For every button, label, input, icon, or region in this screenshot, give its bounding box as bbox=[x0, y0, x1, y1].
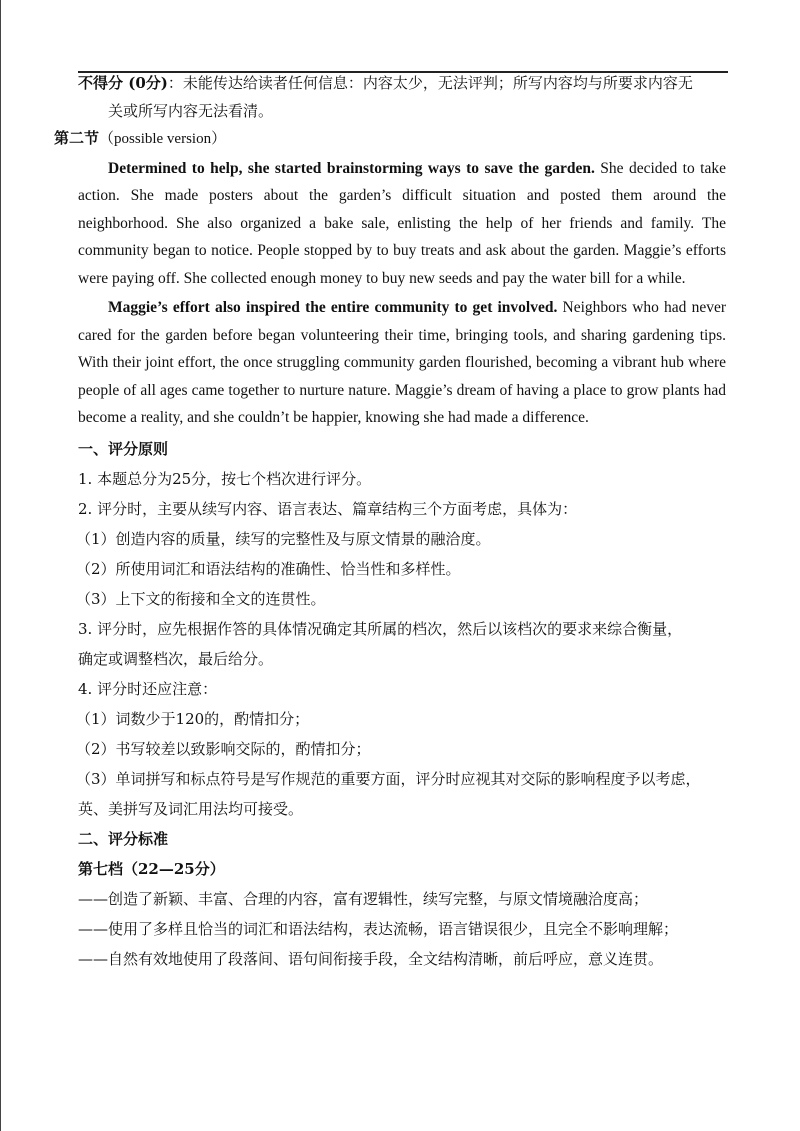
principle-2-sub-2: （2）所使用词汇和语法结构的准确性、恰当性和多样性。 bbox=[76, 559, 461, 578]
essay-paragraph-1 bbox=[78, 155, 726, 293]
nil-score-text: ：未能传达给读者任何信息：内容太少，无法评判；所写内容均与所要求内容无 bbox=[167, 74, 693, 92]
section-label: 第二节 bbox=[54, 129, 100, 147]
nil-score-continuation: 关或所写内容无法看清。 bbox=[108, 101, 274, 120]
grade-7-label: 第七档（22—25分） bbox=[78, 859, 225, 878]
principle-4-sub-3: （3）单词拼写和标点符号是写作规范的重要方面，评分时应视其对交际的影响程度予以考虑， bbox=[76, 769, 701, 788]
paragraph-2-body: Neighbors who had never cared for the garden before began volunteering their time, bringing tools, and sharing gardening tips. With their joint effort, the once struggling community garden flourished, becoming a vibrant hub where people of all ages came together to nurture nature. Maggie’s dream of having a place to grow plants had become a reality, and she couldn’t be happier, knowing she had made a difference. bbox=[78, 299, 726, 426]
principle-item-3-continuation: 确定或调整档次，最后给分。 bbox=[78, 649, 274, 668]
principle-4-sub-1: （1）词数少于120的，酌情扣分； bbox=[76, 709, 310, 728]
principle-2-sub-3: （3）上下文的衔接和全文的连贯性。 bbox=[76, 589, 326, 608]
nil-score-line bbox=[78, 70, 726, 98]
principle-4-sub-2: （2）书写较差以致影响交际的，酌情扣分； bbox=[76, 739, 371, 758]
principle-2-sub-1: （1）创造内容的质量，续写的完整性及与原文情景的融洽度。 bbox=[76, 529, 491, 548]
paragraph-2-lead: Maggie’s effort also inspired the entire community to get involved. bbox=[108, 299, 558, 316]
principle-item-4-continuation: 英、美拼写及词汇用法均可接受。 bbox=[78, 799, 304, 818]
paragraph-1-lead: Determined to help, she started brainstorming ways to save the garden. bbox=[108, 159, 595, 177]
principle-item-2: 2. 评分时，主要从续写内容、语言表达、篇章结构三个方面考虑，具体为： bbox=[78, 499, 578, 518]
principle-item-1: 1. 本题总分为25分，按七个档次进行评分。 bbox=[78, 469, 372, 488]
standards-heading: 二、评分标准 bbox=[78, 829, 169, 848]
nil-score-label: 不得分 (0分) bbox=[78, 74, 168, 92]
grade-7-point-3: ——自然有效地使用了段落间、语句间衔接手段，全文结构清晰，前后呼应，意义连贯。 bbox=[78, 949, 664, 968]
essay-paragraph-2 bbox=[78, 294, 726, 432]
paragraph-1-body: She decided to take action. She made posters about the garden’s difficult situation and posted them around the neighborhood. She also organized a bake sale, enlisting the help of her friends and family. The community began to notice. People stopped by to buy treats and ask about the garden. Maggie’s efforts were paying off. She collected enough money to buy new seeds and pay the water bill for a while. bbox=[78, 159, 726, 287]
principles-heading: 一、评分原则 bbox=[78, 439, 169, 458]
principle-item-4: 4. 评分时还应注意： bbox=[78, 679, 218, 698]
principle-item-3: 3. 评分时，应先根据作答的具体情况确定其所属的档次，然后以该档次的要求来综合衡量， bbox=[78, 619, 683, 638]
document-body bbox=[54, 70, 726, 974]
grade-7-point-2: ——使用了多样且恰当的词汇和语法结构，表达流畅，语言错误很少，且完全不影响理解； bbox=[78, 919, 679, 938]
page-left-edge bbox=[0, 0, 1, 1131]
grade-7-point-1: ——创造了新颖、丰富、合理的内容，富有逻辑性，续写完整，与原文情境融洽度高； bbox=[78, 889, 649, 908]
section-heading bbox=[54, 125, 726, 154]
section-subtitle: （possible version） bbox=[99, 131, 227, 147]
